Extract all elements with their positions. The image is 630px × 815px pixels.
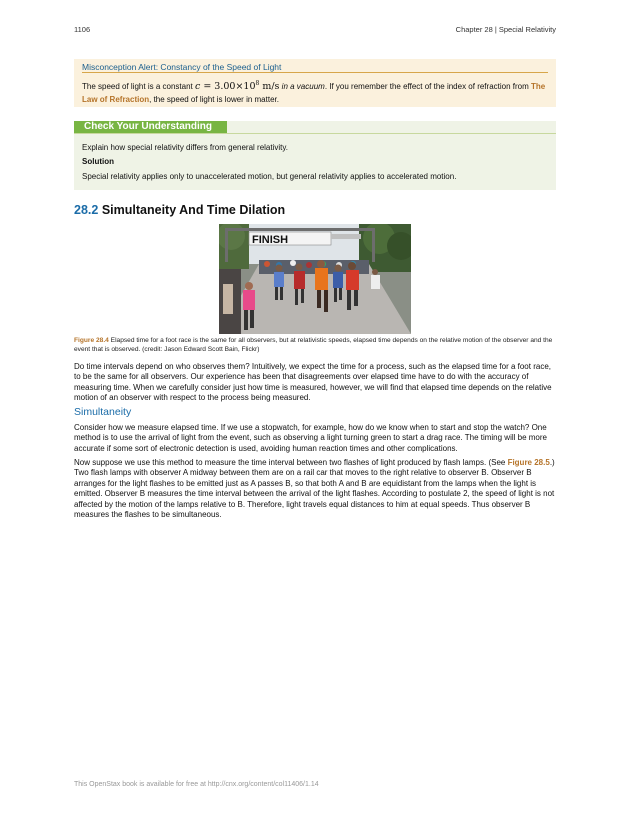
figure-caption-text: Elapsed time for a foot race is the same for all observers, but at relativistic speeds, elapsed time depends on the relative motion of the observer and the event that is observed. (credit: Jason Edward Scott Bain, Flickr) (74, 337, 553, 353)
math-var: c (194, 81, 201, 93)
paragraph-3 (74, 458, 556, 520)
paragraph-2: Consider how we measure elapsed time. If we use a stopwatch, for example, how do we know when to start and stop the watch? One method is to use the arrival of light from the event, such as observing a light turning green to start a drag race. The timing will be more accurate if some sort of electronic detection is used, avoiding human reaction times and other complications. (74, 423, 547, 453)
foot-race-photo (219, 224, 411, 334)
paragraph-3-after: .) Two flash lamps with observer A midway between them are on a rail car that moves to the right relative to observer B. Observer B arranges for the light flashes to be emitted just as A passes B, so that both A and B are equidistant from the lamps when the light is emitted. Observer B measures the time interval between the arrival of the light flashes. According to postulate 2, the speed of light is not affected by the motion of the lamps relative to B. Therefore, light travels equal distances to him at equal speeds. Thus observer B measures the flashes to be simultaneous. (74, 458, 555, 520)
subsection-heading: Simultaneity (74, 406, 132, 418)
alert-text-after: . If you remember the effect of the index of refraction from (324, 82, 529, 92)
math-unit: m/s (259, 81, 280, 93)
check-understanding-divider (74, 133, 556, 134)
check-understanding-title: Check Your Understanding (74, 121, 227, 133)
cyu-question: Explain how special relativity differs from general relativity. (82, 143, 289, 152)
figure-label: Figure 28.4 (74, 337, 109, 344)
paragraph-3-before: Now suppose we use this method to measure the time interval between two flashes of light produced by flash lamps. (See (74, 458, 508, 467)
page-number: 1106 (74, 25, 91, 34)
paragraph-1: Do time intervals depend on who observes them? Intuitively, we expect the time for a process, such as the elapsed time for a foot race, to be the same for all observers. Our experience has been that disagreements over elapsed time have to do with the accuracy of measuring time. When we carefully consider just how time is measured, however, we will find that elapsed time depends on the relative motion of an observer with respect to the process being measured. (74, 362, 552, 403)
figure-28-5-link[interactable]: Figure 28.5 (507, 458, 550, 467)
math-exp: 8 (255, 80, 260, 87)
cyu-solution-label: Solution (82, 157, 114, 166)
alert-text-end: , the speed of light is lower in matter. (149, 95, 279, 105)
alert-divider (82, 72, 548, 73)
check-understanding-box (74, 121, 556, 190)
section-number: 28.2 (74, 203, 99, 217)
alert-body (82, 77, 552, 106)
figure-caption (74, 336, 556, 354)
section-title: Simultaneity And Time Dilation (101, 203, 286, 217)
chapter-header: Chapter 28 | Special Relativity (455, 25, 556, 34)
speed-of-light-equation (195, 81, 279, 92)
cyu-answer: Special relativity applies only to unaccelerated motion, but general relativity applies to accelerated motion. (82, 172, 457, 181)
alert-italic-text: in a vacuum (281, 82, 325, 92)
section-heading (74, 203, 285, 217)
alert-title: Misconception Alert: Constancy of the Speed of Light (82, 62, 282, 72)
page-footer: This OpenStax book is available for free at http://cnx.org/content/col11406/1.14 (74, 781, 319, 788)
alert-text-before: The speed of light is a constant (82, 82, 193, 92)
math-eq: = 3.00×10 (200, 81, 256, 93)
law-of-refraction-link[interactable]: The Law of Refraction (82, 82, 546, 105)
finish-banner-text: FINISH (252, 234, 289, 246)
misconception-alert-box (74, 59, 556, 107)
